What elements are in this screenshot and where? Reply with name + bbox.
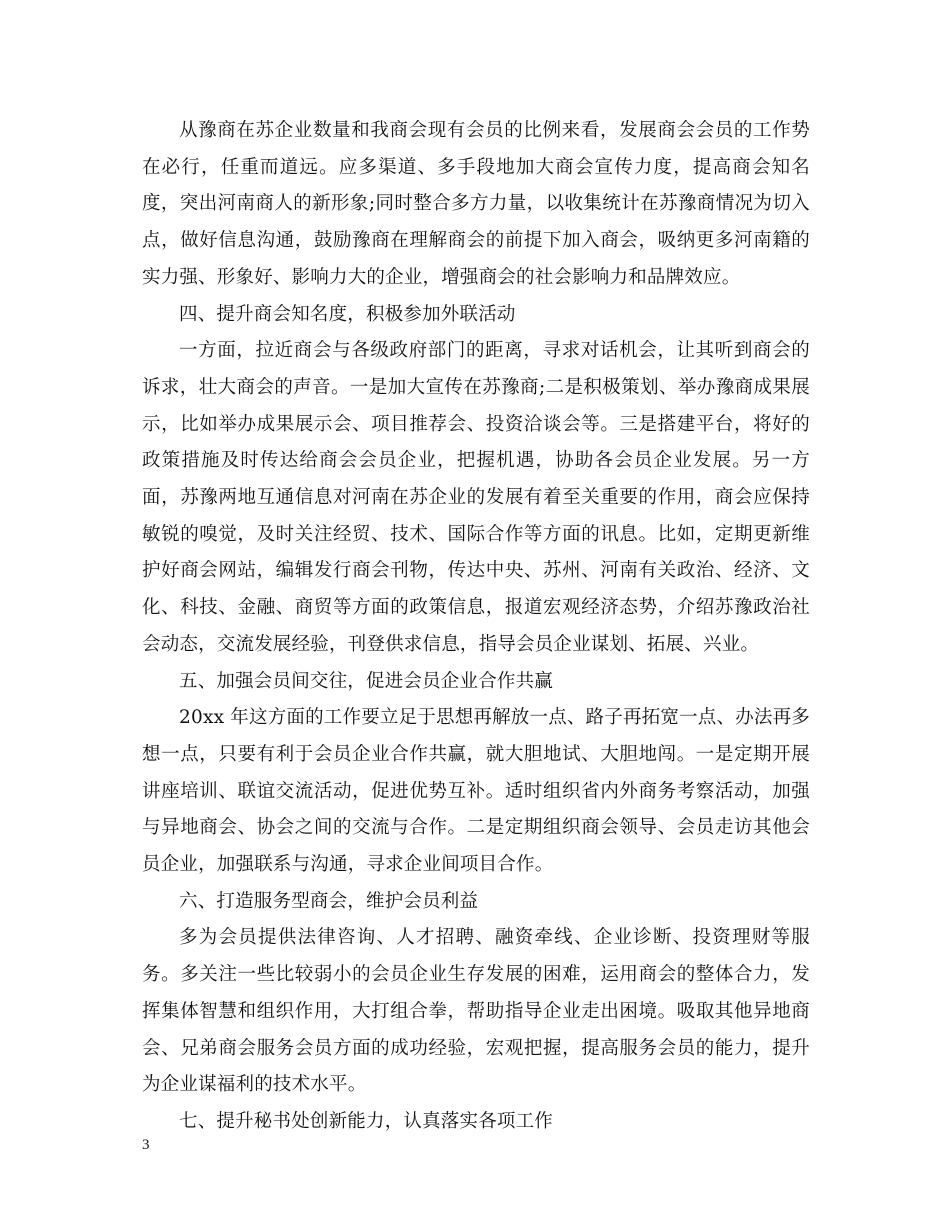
section-heading: 四、提升商会知名度，积极参加外联活动 — [179, 303, 516, 325]
body-paragraph: 多为会员提供法律咨询、人才招聘、融资牵线、企业诊断、投资理财等服务。多关注一些比较弱小的会员企业生存发展的困难，运用商会的整体合力，发挥集体智慧和组织作用，大打组合拳，帮助指导企业走出困境。吸取其他异地商会、兄弟商会服务会员方面的成功经验，宏观把握，提高服务会员的能力，提升为企业谋福利的技术水平。 — [142, 927, 810, 1096]
body-paragraph: 一方面，拉近商会与各级政府部门的距离，寻求对话机会，让其听到商会的诉求，壮大商会的声音。一是加大宣传在苏豫商;二是积极策划、举办豫商成果展示，比如举办成果展示会、项目推荐会、投资洽谈会等。三是搭建平台，将好的政策措施及时传达给商会会员企业，把握机遇，协助各会员企业发展。另一方面，苏豫两地互通信息对河南在苏企业的发展有着至关重要的作用，商会应保持敏锐的嗅觉，及时关注经贸、技术、国际合作等方面的讯息。比如，定期更新维护好商会网站，编辑发行商会刊物，传达中央、苏州、河南有关政治、经济、文化、科技、金融、商贸等方面的政策信息，报道宏观经济态势，介绍苏豫政治社会动态，交流发展经验，刊登供求信息，指导会员企业谋划、拓展、兴业。 — [142, 340, 810, 655]
section-heading: 五、加强会员间交往，促进会员企业合作共赢 — [179, 670, 554, 692]
section-heading: 七、提升秘书处创新能力，认真落实各项工作 — [179, 1110, 554, 1132]
page-number: 3 — [142, 1137, 150, 1153]
body-paragraph: 从豫商在苏企业数量和我商会现有会员的比例来看，发展商会会员的工作势在必行，任重而道远。应多渠道、多手段地加大商会宣传力度，提高商会知名度，突出河南商人的新形象;同时整合多方力量，以收集统计在苏豫商情况为切入点，做好信息沟通，鼓励豫商在理解商会的前提下加入商会，吸纳更多河南籍的实力强、形象好、影响力大的企业，增强商会的社会影响力和品牌效应。 — [142, 120, 810, 288]
body-paragraph: 20xx 年这方面的工作要立足于思想再解放一点、路子再拓宽一点、办法再多想一点，只要有利于会员企业合作共赢，就大胆地试、大胆地闯。一是定期开展讲座培训、联谊交流活动，促进优势互补。适时组织省内外商务考察活动，加强与异地商会、协会之间的交流与合作。二是定期组织商会领导、会员走访其他会员企业，加强联系与沟通，寻求企业间项目合作。 — [142, 707, 810, 876]
document-body — [142, 113, 810, 1141]
section-heading: 六、打造服务型商会，维护会员利益 — [179, 890, 479, 912]
